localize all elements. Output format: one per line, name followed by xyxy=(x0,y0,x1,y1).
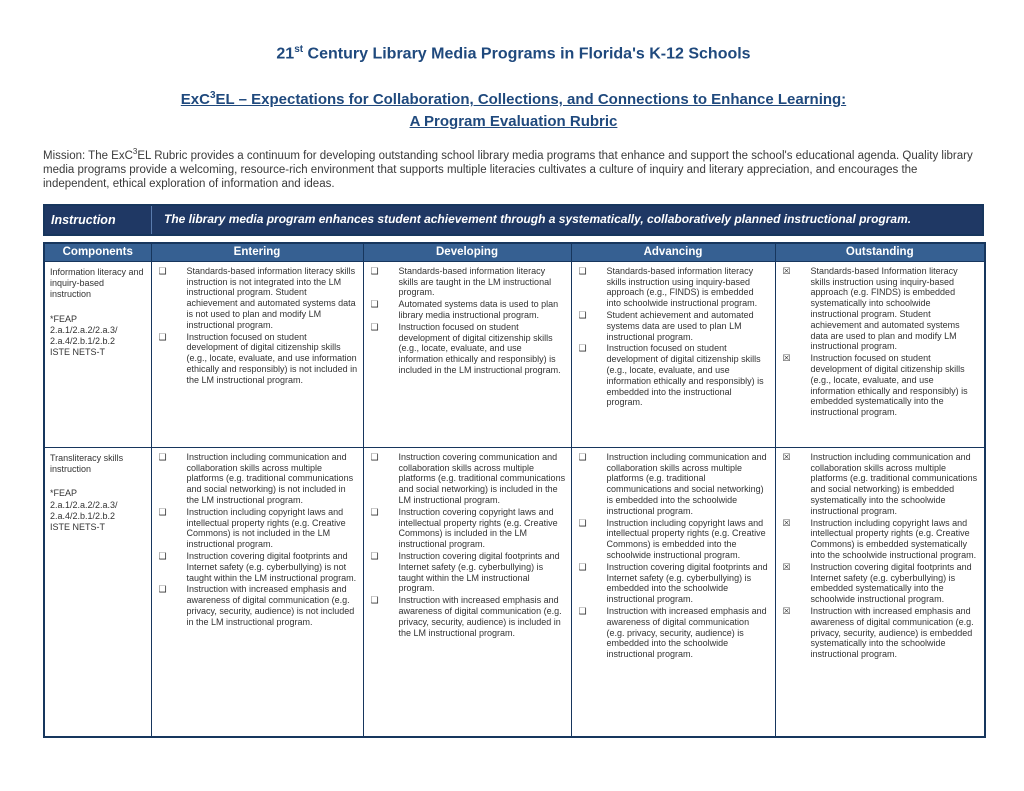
checkbox-unchecked-icon: ❑ xyxy=(578,343,587,354)
checklist-item xyxy=(368,299,568,321)
checklist-item-text: Instruction including copyright laws and intellectual property rights (e.g. Creative Commons) is not included in the LM instructional program. xyxy=(186,506,346,550)
component-name: Transliteracy skills instruction xyxy=(50,452,124,475)
checkbox-unchecked-icon: ❑ xyxy=(158,506,167,517)
checkbox-checked-icon: ☒ xyxy=(782,517,791,528)
component-iste: ISTE NETS-T xyxy=(50,347,106,358)
checklist-item xyxy=(368,266,568,298)
outstanding-cell xyxy=(775,261,985,447)
checklist-item xyxy=(576,606,772,660)
column-header-components: Components xyxy=(44,243,151,262)
checkbox-unchecked-icon: ❑ xyxy=(158,331,167,342)
checklist-item xyxy=(156,452,360,506)
checklist-item-text: Instruction covering digital footprints and Internet safety (e.g. cyberbullying) is taught within the LM instructional program. xyxy=(398,550,560,594)
component-feap: *FEAP xyxy=(50,313,78,324)
checklist-item xyxy=(780,562,982,605)
checklist-item-text: Instruction covering copyright laws and intellectual property rights (e.g. Creative Commons) is included in the LM instructional program. xyxy=(398,506,558,550)
entering-cell xyxy=(151,261,363,447)
checklist-item xyxy=(368,452,568,506)
checklist-item xyxy=(576,266,772,309)
column-header-advancing: Advancing xyxy=(571,243,775,262)
component-cell xyxy=(44,447,151,737)
checklist-item xyxy=(156,507,360,550)
checkbox-unchecked-icon: ❑ xyxy=(370,299,379,310)
section-label: Instruction xyxy=(45,206,152,234)
checklist-item-text: Instruction with increased emphasis and awareness of digital communication (e.g. privacy, security, audience) is not included in the LM instructional program. xyxy=(186,584,355,627)
advancing-cell xyxy=(571,261,775,447)
heading-pre: ExC xyxy=(180,91,210,109)
checklist xyxy=(156,266,360,386)
checkbox-unchecked-icon: ❑ xyxy=(578,451,587,462)
checklist-item xyxy=(576,562,772,605)
checklist xyxy=(576,266,772,408)
checklist-item xyxy=(576,343,772,408)
column-header-entering: Entering xyxy=(151,243,363,262)
title-superscript: st xyxy=(294,44,304,55)
checklist-item-text: Instruction including communication and collaboration skills across multiple platforms (e.g. traditional communications and social networking) is embedded systematically into the schoolwide instructional program. xyxy=(810,451,978,516)
checklist-item xyxy=(780,353,982,418)
checkbox-unchecked-icon: ❑ xyxy=(370,550,379,561)
rubric-table xyxy=(43,242,986,739)
checklist-item-text: Student achievement and automated systems data are used to plan LM instructional program. xyxy=(606,309,754,342)
table-row-information-literacy xyxy=(44,261,985,447)
heading-post: EL – Expectations for Collaboration, Collections, and Connections to Enhance Learning: xyxy=(215,91,847,109)
checkbox-unchecked-icon: ❑ xyxy=(578,561,587,572)
title-text-rest: Century Library Media Programs in Florida's K-12 Schools xyxy=(303,45,751,63)
checklist-item xyxy=(156,266,360,331)
table-row-transliteracy xyxy=(44,447,985,737)
checkbox-unchecked-icon: ❑ xyxy=(158,550,167,561)
mission-pre: Mission: The ExC xyxy=(43,149,133,162)
heading-superscript: 3 xyxy=(209,90,216,102)
checkbox-unchecked-icon: ❑ xyxy=(578,605,587,616)
checkbox-unchecked-icon: ❑ xyxy=(158,265,167,276)
checklist-item-text: Instruction with increased emphasis and awareness of digital communication (e.g. privacy, security, audience) is embedded systematically into the schoolwide instructional program. xyxy=(810,605,974,660)
checkbox-unchecked-icon: ❑ xyxy=(370,265,379,276)
mission-superscript: 3 xyxy=(132,146,138,156)
checklist-item-text: Standards-based information literacy skills instruction using inquiry-based approach (e.g., FINDS) is embedded into schoolwide instructional program. xyxy=(606,265,758,309)
checklist-item xyxy=(368,507,568,550)
rubric-heading-line1 xyxy=(181,91,846,108)
checklist-item-text: Instruction with increased emphasis and awareness of digital communication (e.g. privacy, security, audience) is included in the LM instructional program. xyxy=(398,595,562,638)
checklist xyxy=(368,452,568,639)
checkbox-unchecked-icon: ❑ xyxy=(578,309,587,320)
checkbox-unchecked-icon: ❑ xyxy=(370,321,379,332)
advancing-cell xyxy=(571,447,775,737)
title-text: 21 xyxy=(276,45,295,63)
checkbox-unchecked-icon: ❑ xyxy=(370,595,379,606)
checkbox-checked-icon: ☒ xyxy=(782,265,791,276)
checkbox-checked-icon: ☒ xyxy=(782,561,791,572)
checklist-item-text: Standards-based information literacy skills are taught in the LM instructional program. xyxy=(398,265,552,298)
checklist xyxy=(780,266,982,418)
checkbox-unchecked-icon: ❑ xyxy=(158,584,167,595)
checklist-item xyxy=(368,595,568,638)
checklist-item-text: Instruction covering digital footprints and Internet safety (e.g. cyberbullying) is not taught within the LM instructional program. xyxy=(186,550,357,583)
checkbox-checked-icon: ☒ xyxy=(782,451,791,462)
component-codes-1: 2.a.1/2.a.2/2.a.3/ xyxy=(50,499,118,510)
checklist-item xyxy=(156,551,360,583)
column-header-developing: Developing xyxy=(363,243,571,262)
checklist-item-text: Automated systems data is used to plan library media instructional program. xyxy=(398,299,559,320)
checkbox-unchecked-icon: ❑ xyxy=(158,451,167,462)
checklist-item-text: Standards-based Information literacy skills instruction using inquiry-based approach (e.g. FINDS) is embedded systematically into schoolwide instructional program. Student achievement and automated systems data are used to plan and modify LM instructional program. xyxy=(810,265,960,352)
checkbox-unchecked-icon: ❑ xyxy=(578,265,587,276)
component-codes-2: 2.a.4/2.b.1/2.b.2 xyxy=(50,336,116,347)
column-header-outstanding: Outstanding xyxy=(775,243,985,262)
checklist-item-text: Instruction covering communication and collaboration skills across multiple platforms (e.g. traditional communications and social networking) is included in the LM instructional program. xyxy=(398,451,566,505)
developing-cell xyxy=(363,447,571,737)
checklist-item xyxy=(368,322,568,376)
checklist xyxy=(780,452,982,660)
component-name: Information literacy and inquiry-based instruction xyxy=(50,266,144,300)
checklist-item xyxy=(780,452,982,517)
component-cell xyxy=(44,261,151,447)
column-header-row xyxy=(44,243,985,262)
checklist-item-text: Instruction including copyright laws and intellectual property rights (e.g. Creative Commons) is embedded into the schoolwide instructional program. xyxy=(606,517,766,560)
developing-cell xyxy=(363,261,571,447)
checklist xyxy=(368,266,568,376)
page-title xyxy=(43,44,984,63)
checklist-item-text: Instruction with increased emphasis and awareness of digital communication (e.g. privacy, security, audience) is embedded into the schoolwide instructional program. xyxy=(606,605,767,660)
section-description: The library media program enhances student achievement through a systematically, collaboratively planned instructional program. xyxy=(164,211,912,226)
checklist-item-text: Instruction including communication and collaboration skills across multiple platforms (e.g. traditional communications and social networking) is embedded into the schoolwide instructional program. xyxy=(606,451,767,516)
component-iste: ISTE NETS-T xyxy=(50,522,106,533)
checkbox-unchecked-icon: ❑ xyxy=(370,506,379,517)
component-feap: *FEAP xyxy=(50,488,78,499)
mission-post: EL Rubric provides a continuum for developing outstanding school library media programs that enhance and support the school's educational agenda. Quality library media programs provide a welcoming, resource-rich environment that supports multiple literacies cultivates a culture of inquiry and literary appreciation, and encourages the independent, ethical exploration of information and ideas. xyxy=(43,149,973,191)
checklist-item xyxy=(576,518,772,561)
checklist-item-text: Instruction including copyright laws and intellectual property rights (e.g. Creative Commons) is embedded systematically into the schoolwide instructional program. xyxy=(810,517,977,560)
checklist-item-text: Instruction focused on student development of digital citizenship skills (e.g., locate, evaluate, and use information ethically and responsibly) is included in the LM instructional program. xyxy=(398,321,561,375)
checklist-item xyxy=(156,584,360,627)
checklist-item-text: Instruction covering digital footprints and Internet safety (e.g. cyberbullying) is embedded systematically into the schoolwide instructional program. xyxy=(810,561,972,605)
checklist-item-text: Instruction focused on student development of digital citizenship skills (e.g., locate, evaluate, and use information ethically and responsibly) is embedded into the instructional program. xyxy=(606,343,764,408)
checkbox-unchecked-icon: ❑ xyxy=(578,517,587,528)
instruction-section-header xyxy=(43,204,984,236)
checklist-item-text: Standards-based information literacy skills instruction is not integrated into the LM instructional program. Student achievement and automated systems data is not used to plan and modify LM instructional program. xyxy=(186,265,356,330)
checklist-item xyxy=(780,606,982,660)
checklist-item-text: Instruction including communication and collaboration skills across multiple platforms (e.g. traditional communications and social networking) is not included in the LM instructional program. xyxy=(186,451,354,505)
checkbox-checked-icon: ☒ xyxy=(782,353,791,364)
checklist-item xyxy=(780,266,982,352)
checkbox-unchecked-icon: ❑ xyxy=(370,451,379,462)
checklist-item-text: Instruction focused on student development of digital citizenship skills (e.g., locate, evaluate, and use information ethically and responsibly) is embedded systematically into the instructional program. xyxy=(810,353,968,418)
checkbox-checked-icon: ☒ xyxy=(782,605,791,616)
checklist-item-text: Instruction covering digital footprints and Internet safety (e.g. cyberbullying) is embedded into the schoolwide instructional program. xyxy=(606,561,768,605)
outstanding-cell xyxy=(775,447,985,737)
checklist-item xyxy=(156,332,360,386)
component-codes-1: 2.a.1/2.a.2/2.a.3/ xyxy=(50,324,118,335)
checklist-item xyxy=(576,310,772,342)
rubric-heading xyxy=(43,89,984,133)
checklist-item-text: Instruction focused on student development of digital citizenship skills (e.g., locate, evaluate, and use information ethically and responsibly) is not included in the LM instructional program. xyxy=(186,331,358,385)
component-codes-2: 2.a.4/2.b.1/2.b.2 xyxy=(50,510,116,521)
checklist xyxy=(156,452,360,628)
entering-cell xyxy=(151,447,363,737)
checklist-item xyxy=(368,551,568,594)
rubric-heading-line2: A Program Evaluation Rubric xyxy=(409,113,618,131)
mission-statement xyxy=(43,147,984,192)
checklist-item xyxy=(576,452,772,517)
checklist-item xyxy=(780,518,982,561)
checklist xyxy=(576,452,772,660)
